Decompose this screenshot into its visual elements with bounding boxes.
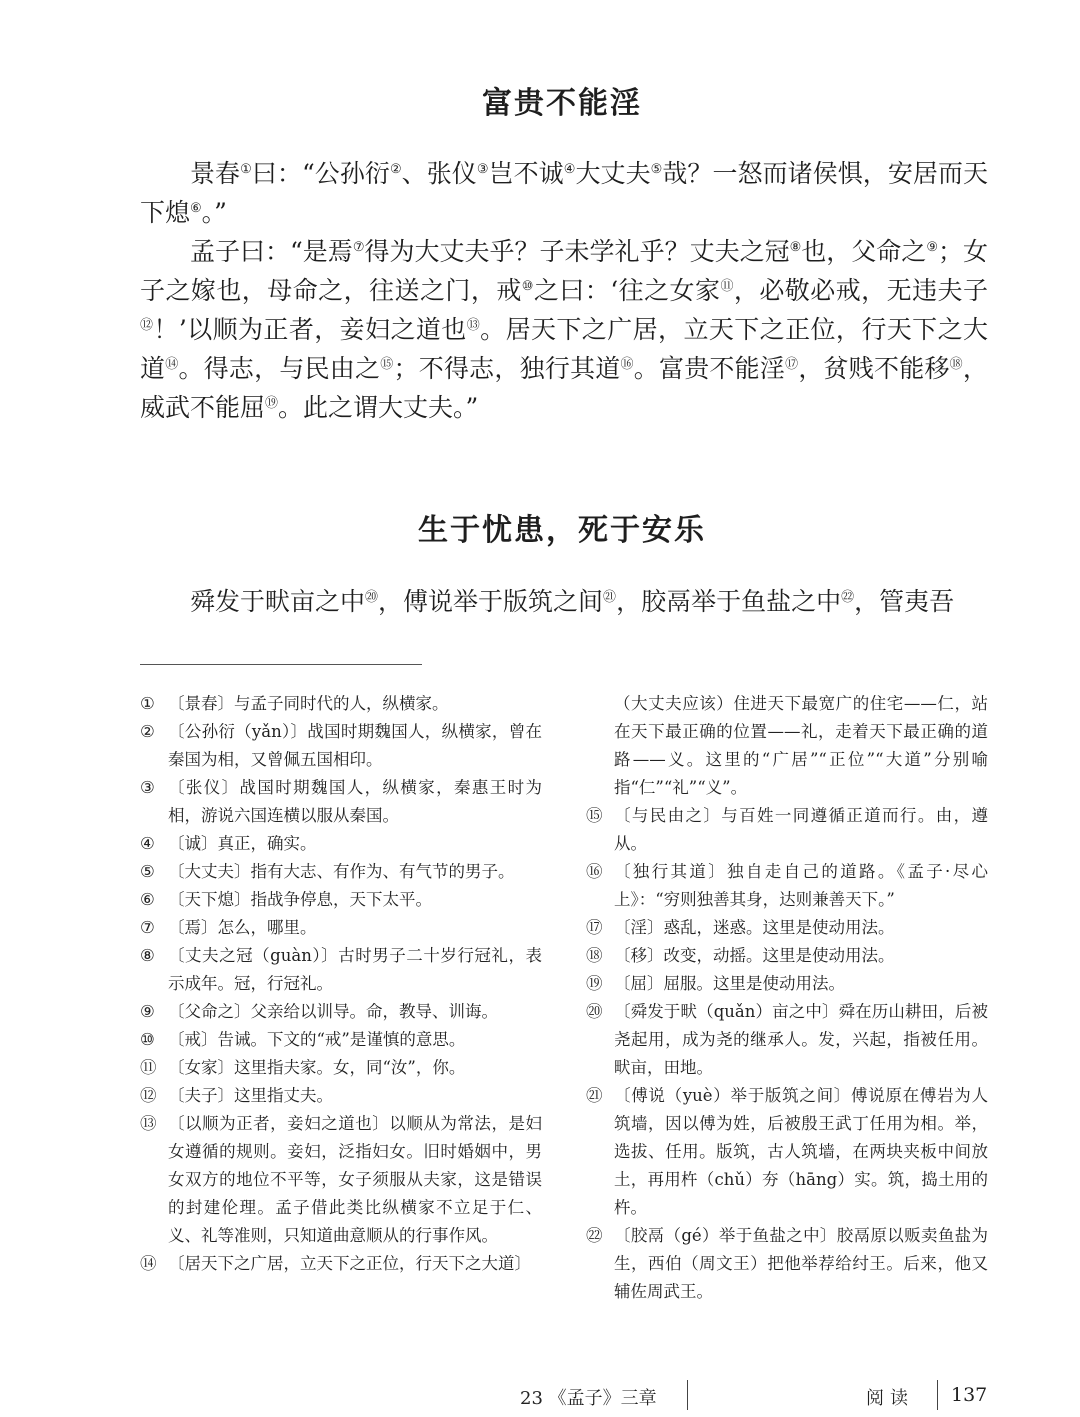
text-run: 大丈夫: [575, 159, 651, 188]
footnote-number: ⑭: [140, 1254, 157, 1273]
text-run: ，贫贱不能移: [798, 354, 950, 383]
footnote-number: ⑱: [586, 946, 603, 965]
footnote-text: 〔诚〕真正，确实。: [168, 834, 317, 853]
footnote: [586, 998, 988, 1082]
text-run: 。富贵不能淫: [633, 354, 786, 383]
footnote: [140, 1054, 542, 1082]
footnote-marker: ⑳: [365, 590, 379, 605]
footnote-marker: ⑱: [949, 357, 963, 372]
text-run: 孟子曰：“是焉: [190, 237, 353, 266]
text-run: ！’以顺为正者，妾妇之道也: [153, 315, 467, 344]
footnote-marker: ⑨: [926, 240, 938, 255]
text-run: ，傅说举于版筑之间: [378, 587, 604, 616]
footnote-text: 〔景春〕与孟子同时代的人，纵横家。: [168, 694, 449, 713]
text-run: 景春: [190, 159, 241, 188]
footnote-continuation: （大丈夫应该）住进天下最宽广的住宅——仁，站在天下最正确的位置——礼，走着天下最正确的道路——义。这里的“广居”“正位”“大道”分别喻指“仁”“礼”“义”。: [614, 694, 988, 797]
footnote-number: ⑲: [586, 974, 603, 993]
text-run: ，必敬必戒，无违夫子: [733, 276, 988, 305]
text-run: ；不得志，独行其道: [393, 354, 621, 383]
footnote-marker: ㉒: [841, 590, 855, 605]
text-run: 。得志，与民由之: [178, 354, 381, 383]
footnote-divider: [140, 664, 422, 665]
footnote-text: 〔胶鬲（gé）举于鱼盐之中〕胶鬲原以贩卖鱼盐为生，西伯（周文王）把他举荐给纣王。后来，他又辅佐周武王。: [614, 1226, 988, 1301]
footnote: [586, 1082, 988, 1222]
footnote-marker: ⑰: [785, 357, 799, 372]
footnote-text: 〔居天下之广居，立天下之正位，行天下之大道〕: [168, 1254, 531, 1273]
footnote-text: 〔大丈夫〕指有大志、有作为、有气节的男子。: [168, 862, 515, 881]
paragraph: [140, 154, 988, 232]
footer-lesson-title: 23 《孟子》三章: [520, 1388, 657, 1409]
text-run: 。此之谓大丈夫。”: [278, 393, 479, 422]
footnote-number: ⑳: [586, 1002, 603, 1021]
footnote-text: 〔戒〕告诫。下文的“戒”是谨慎的意思。: [168, 1030, 466, 1049]
footnote-number: ⑩: [140, 1030, 155, 1049]
text-run: 也，父命之: [801, 237, 927, 266]
footnote-marker: ⑭: [165, 357, 179, 372]
footnote-text: 〔移〕改变，动摇。这里是使动用法。: [614, 946, 895, 965]
text-run: ，威武不能屈: [140, 354, 988, 422]
text-run: 舜发于畎亩之中: [190, 587, 366, 616]
footnote-marker: ③: [476, 162, 489, 177]
page-number: 137: [951, 1384, 988, 1406]
footnote: [140, 1250, 542, 1278]
footnote-marker: ⑲: [265, 396, 279, 411]
footnote-marker: ⑮: [380, 357, 394, 372]
text-run: 、张仪: [401, 159, 477, 188]
footnote-text: 〔天下熄〕指战争停息，天下太平。: [168, 890, 432, 909]
text-run: ，胶鬲举于鱼盐之中: [616, 587, 842, 616]
footnote-number: ③: [140, 778, 155, 797]
footnote-number: ⑯: [586, 862, 603, 881]
footnote-marker: ②: [389, 162, 402, 177]
footnote: [586, 1222, 988, 1306]
footnote: [140, 690, 542, 718]
footnote: [140, 1082, 542, 1110]
footnote-text: 〔屈〕屈服。这里是使动用法。: [614, 974, 845, 993]
text-run: 。居天下之广居，立天下之正位，行天下之大道: [140, 315, 988, 383]
footnote-marker: ⑫: [140, 318, 154, 333]
text-run: 岂不诚: [488, 159, 564, 188]
footnote-text: 〔淫〕惑乱，迷惑。这里是使动用法。: [614, 918, 895, 937]
footnote-number: ⑦: [140, 918, 155, 937]
footnote: [586, 914, 988, 942]
footnote: [586, 970, 988, 998]
footnote-number: ⑥: [140, 890, 155, 909]
footnote-text: 〔张仪〕战国时期魏国人，纵横家，秦惠王时为相，游说六国连横以服从秦国。: [168, 778, 542, 825]
footnote-number: ⑧: [140, 946, 155, 965]
footnote-number: ⑤: [140, 862, 155, 881]
footnote-number: ⑫: [140, 1086, 157, 1105]
footnote: [140, 858, 542, 886]
section-title-2: 生于忧患，死于安乐: [418, 513, 706, 548]
footnote: [140, 942, 542, 998]
text-run: 曰：“公孙衍: [251, 159, 390, 188]
footnote-number: ⑪: [140, 1058, 157, 1077]
footnote-number: ㉑: [586, 1086, 603, 1105]
footnote-marker: ⑩: [521, 279, 534, 294]
footnote-number: ②: [140, 722, 155, 741]
footnote-number: ⑬: [140, 1114, 157, 1133]
section-1-text: [140, 154, 988, 427]
footnote-marker: ⑪: [720, 279, 734, 294]
footnote-marker: ④: [563, 162, 576, 177]
footnote-text: 〔丈夫之冠（guàn）〕古时男子二十岁行冠礼，表示成年。冠，行冠礼。: [168, 946, 542, 993]
paragraph: [140, 232, 988, 427]
footnote: [140, 718, 542, 774]
text-run: 得为大丈夫乎？子未学礼乎？丈夫之冠: [364, 237, 790, 266]
footnote-marker: ⑦: [352, 240, 365, 255]
text-run: 哉？一怒而诸侯惧，安居而天下熄: [140, 159, 989, 227]
footnote-marker: ⑬: [466, 318, 481, 333]
footnote: [586, 802, 988, 858]
footnote: [140, 998, 542, 1026]
footnote: [140, 1026, 542, 1054]
footnote-text: 〔夫子〕这里指丈夫。: [168, 1086, 333, 1105]
footnote: [586, 942, 988, 970]
footnote-text: 〔焉〕怎么，哪里。: [168, 918, 317, 937]
section-2-text: [140, 582, 988, 621]
footnote-text: 〔女家〕这里指夫家。女，同“汝”，你。: [168, 1058, 466, 1077]
section-title-1: 富贵不能淫: [482, 86, 642, 121]
footnote-number: ㉒: [586, 1226, 603, 1245]
footnote-marker: ⑤: [650, 162, 663, 177]
footnote-text: 〔舜发于畎（quǎn）亩之中〕舜在历山耕田，后被尧起用，成为尧的继承人。发，兴起，指被任用。畎亩，田地。: [614, 1002, 988, 1077]
footnote-number: ⑰: [586, 918, 603, 937]
footer-unit-label: 阅读: [866, 1388, 914, 1409]
footnote-number: ⑮: [586, 806, 603, 825]
footnote-text: 〔以顺为正者，妾妇之道也〕以顺从为常法，是妇女遵循的规则。妾妇，泛指妇女。旧时婚姻中，男女双方的地位不平等，女子须服从夫家，这是错误的封建伦理。孟子借此类比纵横家不立足于仁、义、礼等准则，只知道曲意顺从的行事作风。: [168, 1114, 542, 1245]
footnote: [140, 886, 542, 914]
footnote-marker: ㉑: [603, 590, 617, 605]
footnote-text: 〔傅说（yuè）举于版筑之间〕傅说原在傅岩为人筑墙，因以傅为姓，后被殷王武丁任用为相。举，选拔、任用。版筑，古人筑墙，在两块夹板中间放土，再用杵（chǔ）夯（hāng）实。筑，捣土用的杵。: [614, 1086, 988, 1217]
text-run: ，管夷吾: [854, 587, 955, 616]
footnote: [140, 914, 542, 942]
paragraph: [140, 582, 988, 621]
footnote-marker: ⑥: [190, 201, 202, 216]
footnote: [140, 830, 542, 858]
footnote-text: 〔公孙衍（yǎn）〕战国时期魏国人，纵横家，曾在秦国为相，又曾佩五国相印。: [168, 722, 542, 769]
footnotes-right-column: [586, 690, 988, 1306]
footnote-marker: ⑧: [789, 240, 802, 255]
footnote-marker: ⑯: [620, 357, 634, 372]
footnote-text: 〔与民由之〕与百姓一同遵循正道而行。由，遵从。: [614, 806, 988, 853]
footer-separator: [937, 1380, 938, 1410]
footnote-number: ⑨: [140, 1002, 155, 1021]
footer-separator: [687, 1380, 688, 1410]
footnote-marker: ①: [240, 162, 252, 177]
text-run: 之曰：‘往之女家: [533, 276, 721, 305]
footnotes-left-column: [140, 690, 542, 1278]
text-run: ；女子之嫁也，母命之，往送之门，戒: [140, 237, 988, 305]
footnote-number: ①: [140, 694, 155, 713]
footnote-text: 〔父命之〕父亲给以训导。命，教导、训诲。: [168, 1002, 498, 1021]
text-run: 。”: [201, 198, 227, 227]
footnote-text: 〔独行其道〕独自走自己的道路。《孟子·尽心上》：“穷则独善其身，达则兼善天下。”: [614, 862, 988, 909]
footnote: [586, 858, 988, 914]
footnote: [140, 774, 542, 830]
footnote-number: ④: [140, 834, 155, 853]
footnote: [140, 1110, 542, 1250]
